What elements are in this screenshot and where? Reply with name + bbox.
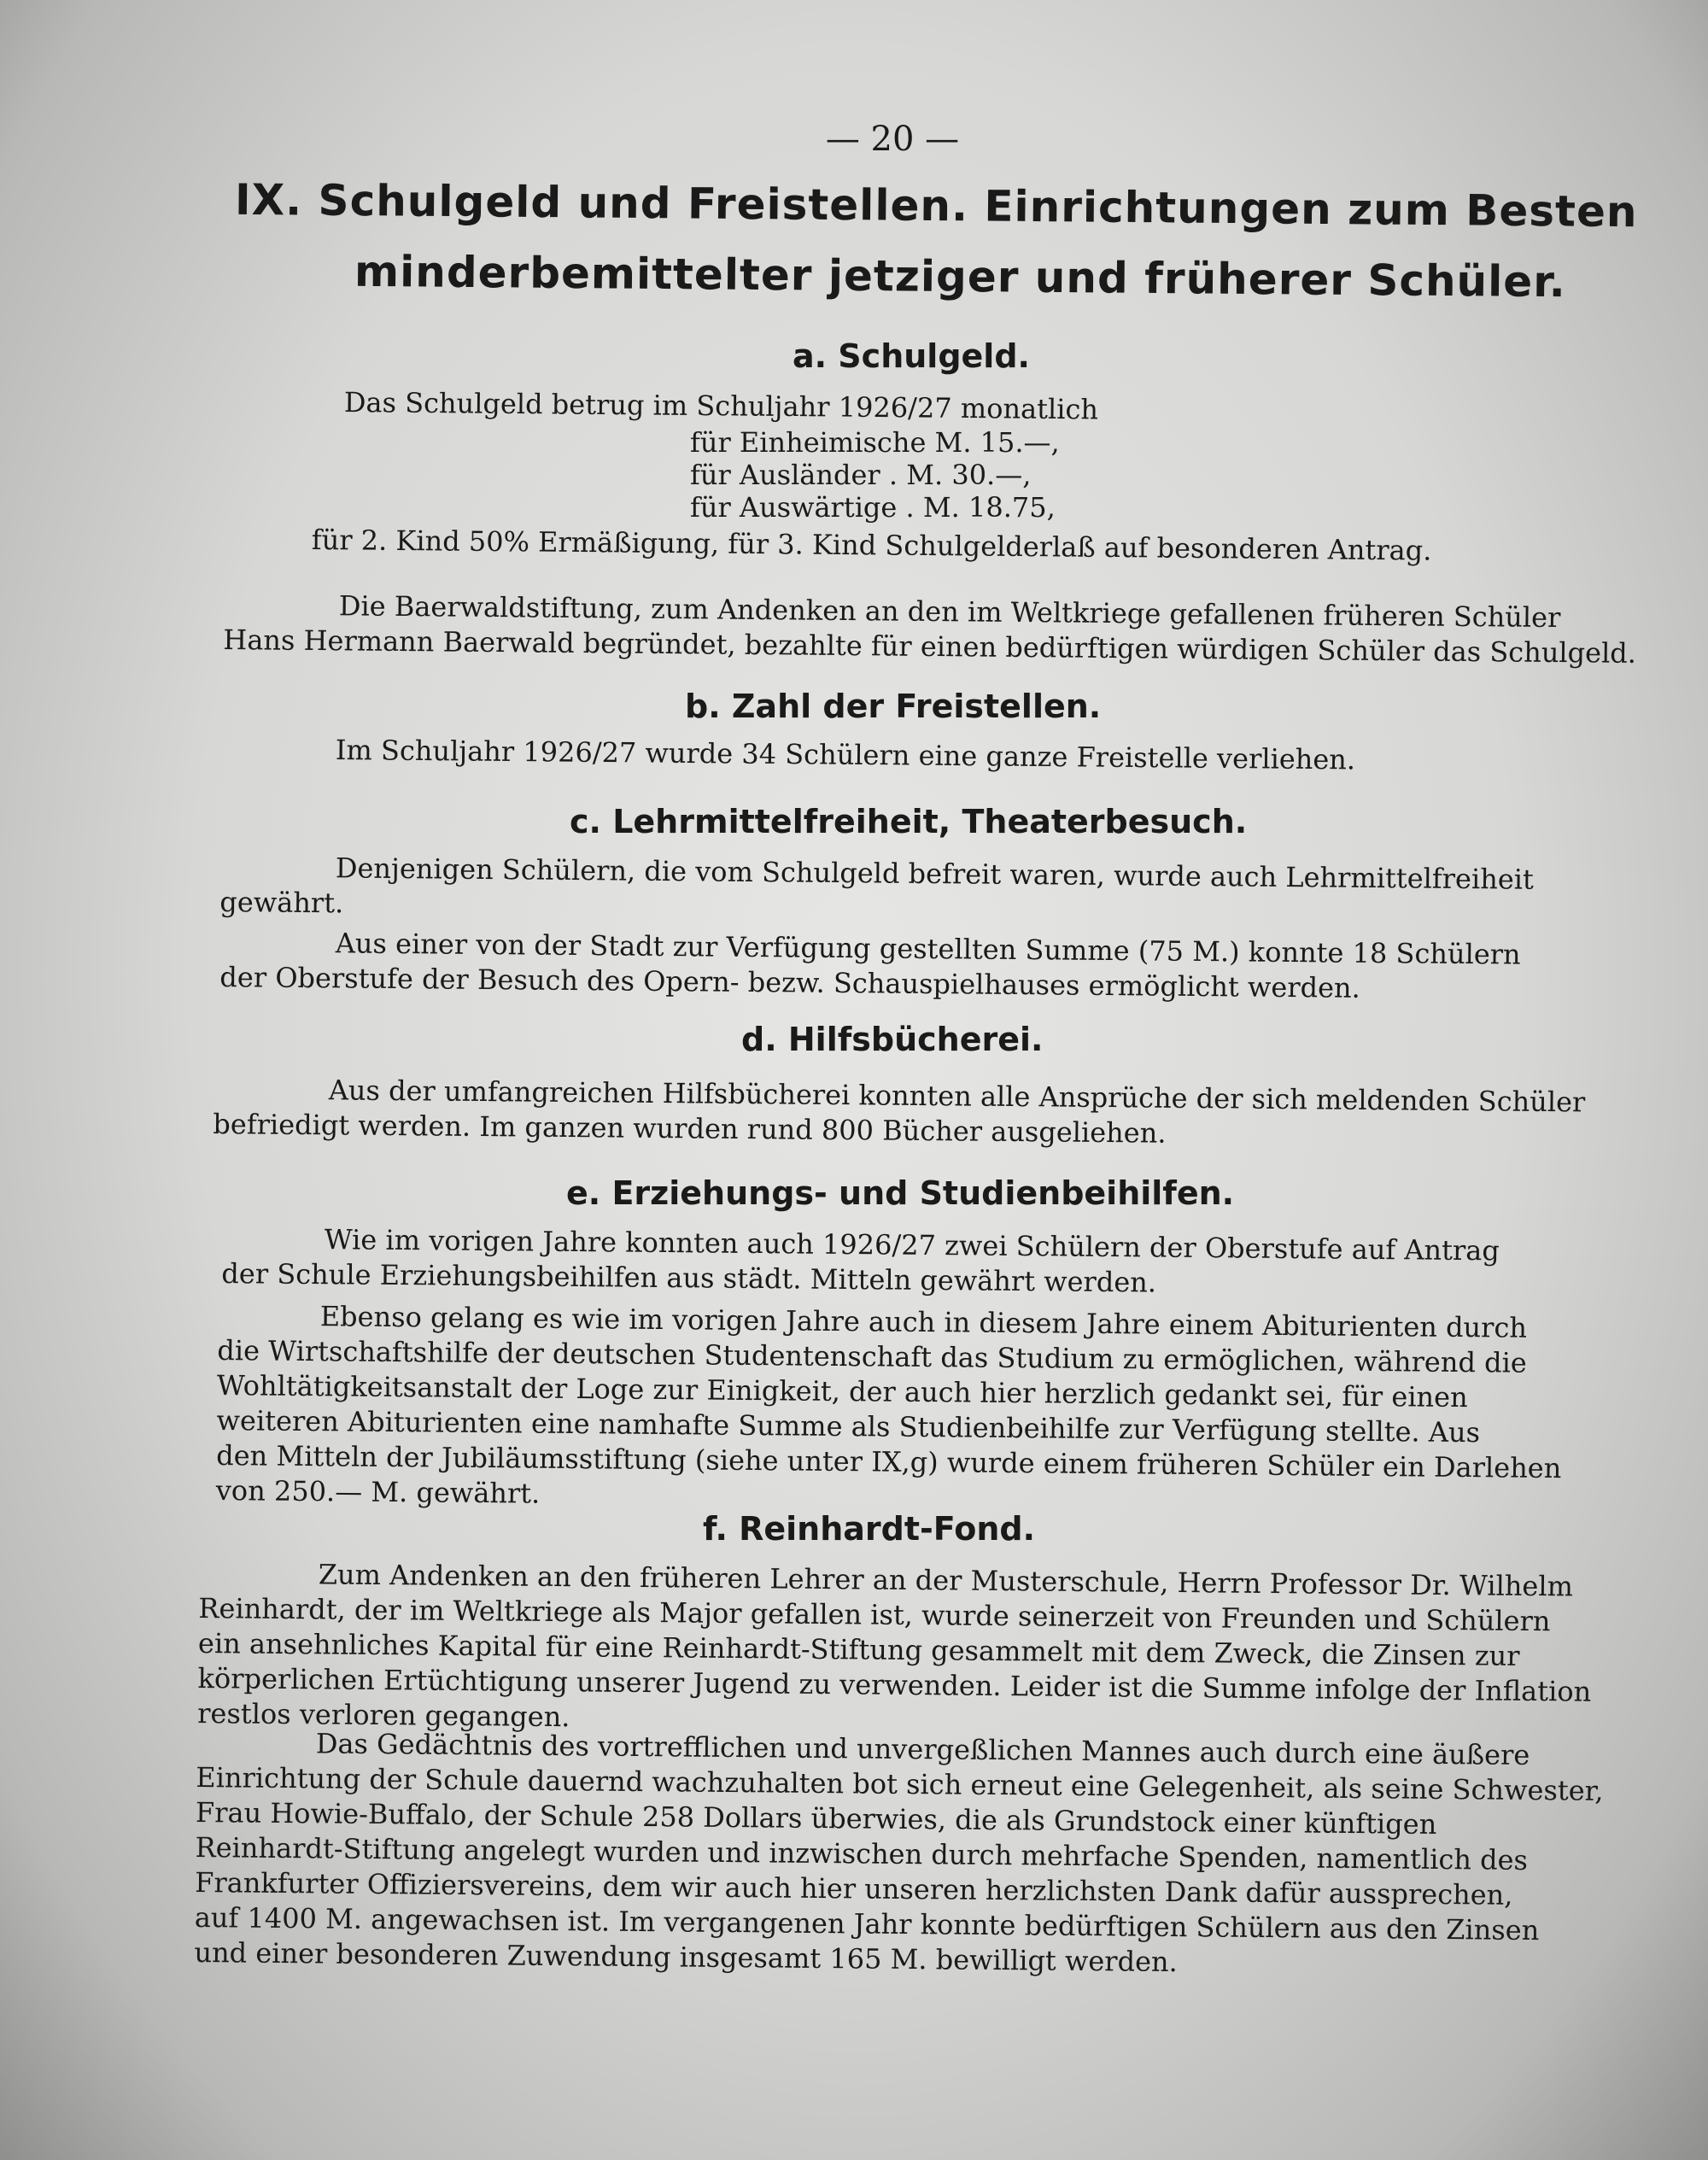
section-e-paragraph-1 [221, 1221, 1537, 1304]
text-line: und einer besonderen Zuwendung insgesamt 165 M. bewilligt werden. [194, 1935, 1178, 1979]
text-line: Frau Howie-Buffalo, der Schule 258 Dollars überwies, die als Grundstock einer künftigen [195, 1795, 1437, 1841]
chapter-title-line-1: IX. Schulgeld und Freistellen. Einrichtungen zum Besten [234, 174, 1638, 237]
text-line: der Oberstufe der Besuch des Opern- bezw. Schauspielhauses ermöglicht werden. [219, 960, 1360, 1004]
fee-external: für Auswärtige . M. 18.75, [690, 491, 1056, 524]
text-line: Wohltätigkeitsanstalt der Loge zur Einigkeit, der auch hier herzlich gedankt sei, für einen [216, 1368, 1468, 1414]
fee-local: für Einheimische M. 15.—, [690, 426, 1060, 459]
section-a-intro: Das Schulgeld betrug im Schuljahr 1926/27 monatlich [343, 386, 1099, 426]
section-c-paragraph-1 [219, 850, 1544, 933]
section-f-paragraph-2 [194, 1725, 1604, 1983]
baerwald-paragraph [223, 588, 1637, 670]
section-c-paragraph-2 [219, 925, 1544, 1008]
text-line: Frankfurter Offiziersvereins, dem wir auch hier unseren herzlichsten Dank dafür aussprechen, [195, 1865, 1513, 1911]
text-line: Denjenigen Schülern, die vom Schulgeld befreit waren, wurde auch Lehrmittelfreiheit [335, 852, 1535, 896]
fee-foreign: für Ausländer . M. 30.—, [690, 459, 1032, 491]
text-line: Zum Andenken an den früheren Lehrer an der Musterschule, Herrn Professor Dr. Wilhelm [318, 1558, 1574, 1603]
section-d-paragraph [213, 1072, 1586, 1155]
section-a-heading: a. Schulgeld. [793, 337, 1030, 375]
text-line: Das Gedächtnis des vortrefflichen und unvergeßlichen Mannes auch durch eine äußere [315, 1727, 1530, 1771]
section-f-heading: f. Reinhardt-Fond. [703, 1510, 1036, 1548]
text-line: körperlichen Ertüchtigung unserer Jugend zu verwenden. Leider ist die Summe infolge der Inflation [197, 1661, 1592, 1708]
text-line: auf 1400 M. angewachsen ist. Im vergangenen Jahr konnte bedürftigen Schülern aus den Zinsen [194, 1900, 1540, 1947]
text-line: den Mitteln der Jubiläumsstiftung (siehe unter IX,g) wurde einem früheren Schüler ein Darlehen [216, 1438, 1562, 1485]
text-line: Hans Hermann Baerwald begründet, bezahlte für einen bedürftigen würdigen Schüler das Schulgeld. [223, 623, 1637, 670]
sibling-discount: für 2. Kind 50% Ermäßigung, für 3. Kind Schulgelderlaß auf besonderen Antrag. [311, 524, 1432, 567]
text-line: ein ansehnliches Kapital für eine Reinhardt-Stiftung gesammelt mit dem Zweck, die Zinsen zur [197, 1626, 1520, 1672]
text-line: Reinhardt, der im Weltkriege als Major gefallen ist, wurde seinerzeit von Freunden und Schülern [198, 1591, 1551, 1638]
section-e-heading: e. Erziehungs- und Studienbeihilfen. [566, 1174, 1235, 1212]
text-line: Aus der umfangreichen Hilfsbücherei konnten alle Ansprüche der sich meldenden Schüler [328, 1074, 1586, 1119]
text-line: Die Baerwaldstiftung, zum Andenken an den im Weltkriege gefallenen früheren Schüler [338, 589, 1561, 635]
text-line: von 250.— M. gewährt. [215, 1473, 541, 1510]
text-line: der Schule Erziehungsbeihilfen aus städt. Mitteln gewährt werden. [221, 1256, 1157, 1299]
section-e-paragraph-2 [215, 1298, 1562, 1521]
chapter-title-line-2: minderbemittelter jetziger und früherer Schüler. [354, 246, 1567, 307]
text-line: die Wirtschaftshilfe der deutschen Studentenschaft das Studium zu ermöglichen, während die [217, 1333, 1527, 1379]
text-line: Wie im vorigen Jahre konnten auch 1926/27 zwei Schülern der Oberstufe auf Antrag [324, 1223, 1500, 1267]
page-number: — 20 — [825, 120, 960, 159]
text-line: restlos verloren gegangen. [197, 1696, 570, 1734]
text-line: gewährt. [219, 885, 344, 920]
section-f-paragraph-1 [197, 1556, 1592, 1744]
text-line: Ebenso gelang es wie im vorigen Jahre auch in diesem Jahre einem Abiturienten durch [319, 1300, 1528, 1344]
section-c-heading: c. Lehrmittelfreiheit, Theaterbesuch. [570, 803, 1248, 840]
section-b-heading: b. Zahl der Freistellen. [685, 688, 1102, 725]
text-line: befriedigt werden. Im ganzen wurden rund 800 Bücher ausgeliehen. [213, 1107, 1167, 1150]
text-line: Reinhardt-Stiftung angelegt wurden und inzwischen durch mehrfache Spenden, namentlich des [195, 1830, 1529, 1876]
text-line: weiteren Abiturienten eine namhafte Summe als Studienbeihilfe zur Verfügung stellte. Aus [216, 1403, 1481, 1449]
section-b-text: Im Schuljahr 1926/27 wurde 34 Schülern eine ganze Freistelle verliehen. [335, 734, 1356, 776]
text-line: Aus einer von der Stadt zur Verfügung gestellten Summe (75 M.) konnte 18 Schülern [335, 927, 1521, 971]
section-d-heading: d. Hilfsbücherei. [741, 1021, 1044, 1058]
text-line: Einrichtung der Schule dauernd wachzuhalten bot sich erneut eine Gelegenheit, als seine Schwester, [196, 1760, 1604, 1807]
